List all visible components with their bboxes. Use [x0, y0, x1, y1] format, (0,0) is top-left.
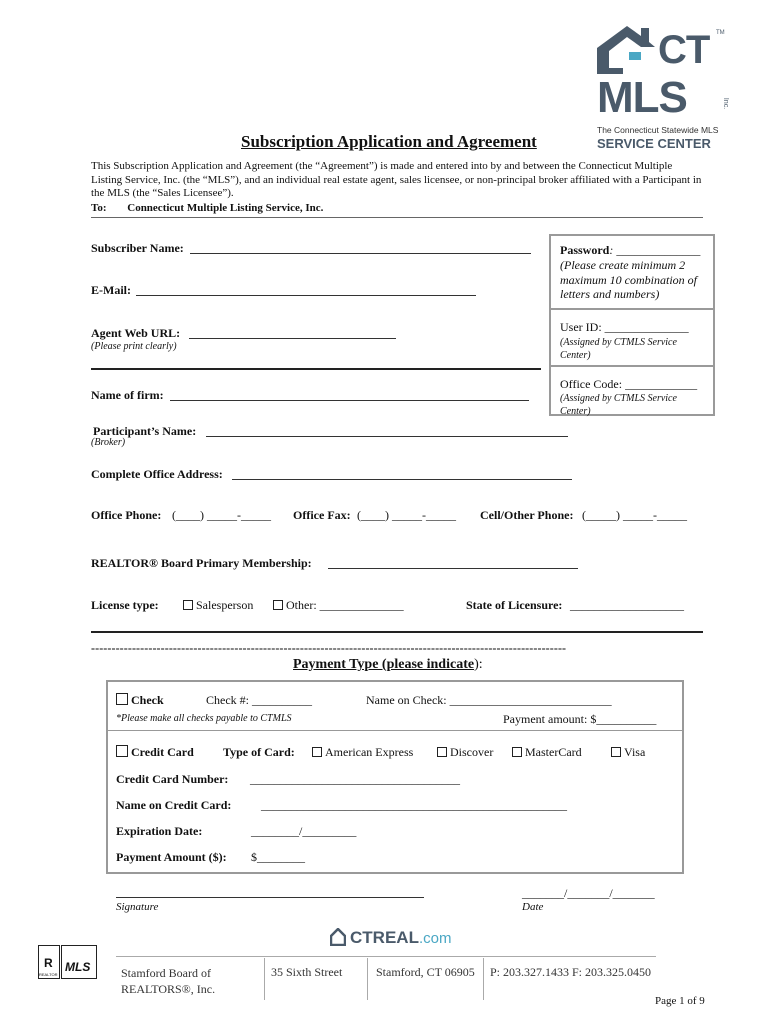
state-licensure-input[interactable]: ___________________	[570, 598, 684, 612]
password-note: (Please create minimum 2 maximum 10 combination of letters and numbers)	[560, 258, 697, 301]
visa-label: Visa	[624, 745, 646, 759]
office-phone-input[interactable]: (____) _____-_____	[172, 508, 271, 522]
check-label: Check	[131, 693, 164, 707]
logo-service-center: SERVICE CENTER	[597, 136, 711, 151]
office-address-input[interactable]	[232, 479, 572, 480]
check-option[interactable]	[116, 693, 164, 708]
expiration-label: Expiration Date:	[116, 824, 203, 838]
visa-option[interactable]	[611, 745, 645, 760]
realtor-board-input[interactable]	[328, 568, 578, 569]
license-type-label: License type:	[91, 598, 159, 612]
name-on-cc-input[interactable]: ___________________________________________________	[261, 798, 567, 812]
discover-label: Discover	[450, 745, 494, 759]
agent-web-url-input[interactable]	[189, 338, 396, 339]
credit-card-checkbox[interactable]	[116, 745, 128, 757]
to-line	[91, 202, 323, 214]
office-fax-input[interactable]: (____) _____-_____	[357, 508, 456, 522]
mastercard-checkbox[interactable]	[512, 747, 522, 757]
amount-input[interactable]: $________	[251, 850, 305, 864]
intro-paragraph: This Subscription Application and Agreement (the “Agreement”) is made and entered into by and between the Connecticut Multiple Listing Service, Inc. (the “MLS”), and an individual real estate agent, sales licensee, or non-principal broker affiliated with a Participant in the MLS (the “Sales Licensee”).	[91, 160, 702, 199]
user-id-note: (Assigned by CTMLS Service Center)	[560, 337, 677, 361]
check-checkbox[interactable]	[116, 693, 128, 705]
other-checkbox[interactable]	[273, 600, 283, 610]
ctmls-logo	[592, 22, 732, 154]
password-line	[560, 243, 700, 258]
cc-number-label: Credit Card Number:	[116, 772, 229, 786]
house-roof-icon	[595, 24, 657, 74]
credit-card-label: Credit Card	[131, 745, 194, 759]
to-label: To:	[91, 202, 107, 214]
logo-tagline: The Connecticut Statewide MLS	[597, 125, 719, 135]
cc-number-input[interactable]: ___________________________________	[250, 772, 460, 786]
date-input[interactable]: _______/_______/_______	[522, 886, 655, 900]
payment-divider	[108, 730, 682, 731]
footer-divider-1	[264, 958, 265, 1000]
signature-line[interactable]	[116, 897, 424, 898]
agent-web-url-label: Agent Web URL:	[91, 326, 181, 340]
realtor-word: REALTOR	[39, 972, 58, 977]
ctreal-com: .com	[418, 930, 452, 947]
to-value: Connecticut Multiple Listing Service, Inc.	[127, 202, 324, 214]
amex-option[interactable]	[312, 745, 413, 760]
password-input[interactable]: ______________	[616, 243, 701, 257]
name-on-check-field[interactable]: Name on Check: ___________________________	[366, 693, 612, 707]
print-clearly-note: (Please print clearly)	[91, 341, 177, 352]
date-label: Date	[522, 901, 544, 913]
visa-checkbox[interactable]	[611, 747, 621, 757]
logo-mls: MLS	[597, 73, 687, 122]
footer-phone: P: 203.327.1433 F: 203.325.0450	[490, 965, 652, 979]
office-address-label: Complete Office Address:	[91, 467, 223, 481]
credentials-divider-2	[551, 365, 713, 367]
realtor-mls-badge	[38, 945, 100, 981]
logo-ct: CT	[658, 28, 710, 72]
mastercard-label: MasterCard	[525, 745, 582, 759]
logo-tm: TM	[716, 30, 725, 36]
password-colon: :	[609, 243, 614, 257]
amount-label: Payment Amount ($):	[116, 850, 227, 864]
footer-board: Stamford Board of REALTORS®, Inc.	[121, 966, 216, 996]
type-of-card-label: Type of Card:	[223, 745, 295, 759]
discover-option[interactable]	[437, 745, 493, 760]
office-code-note: (Assigned by CTMLS Service Center)	[560, 393, 677, 417]
credentials-divider-1	[551, 308, 713, 310]
mastercard-option[interactable]	[512, 745, 582, 760]
ctreal-logo	[330, 928, 451, 950]
cell-phone-input[interactable]: (_____) _____-_____	[582, 508, 687, 522]
divider-top	[91, 217, 703, 218]
divider-bold	[91, 631, 703, 633]
expiration-input[interactable]: ________/_________	[251, 824, 357, 838]
office-code-field[interactable]: Office Code: ____________	[560, 377, 698, 391]
broker-note: (Broker)	[91, 437, 126, 448]
ctreal-real: REAL	[372, 928, 419, 947]
ctreal-house-icon	[330, 928, 346, 946]
office-fax-label: Office Fax:	[293, 508, 351, 522]
cell-phone-label: Cell/Other Phone:	[480, 508, 574, 522]
participant-name-input[interactable]	[206, 436, 568, 437]
footer-divider-3	[483, 958, 484, 1000]
credit-card-option[interactable]	[116, 745, 194, 760]
email-label: E-Mail:	[91, 283, 131, 297]
credentials-box	[549, 234, 715, 416]
user-id-field[interactable]: User ID: ______________	[560, 320, 689, 334]
name-of-firm-label: Name of firm:	[91, 388, 164, 402]
email-input[interactable]	[136, 295, 476, 296]
mls-box	[61, 945, 97, 979]
salesperson-option[interactable]	[183, 598, 253, 613]
realtor-r-box	[38, 945, 60, 979]
footer-street: 35 Sixth Street	[271, 965, 343, 979]
check-note: *Please make all checks payable to CTMLS	[116, 713, 292, 724]
divider-mid	[91, 368, 541, 370]
page-title: Subscription Application and Agreement	[241, 132, 537, 151]
ctreal-ct: CT	[350, 928, 373, 947]
discover-checkbox[interactable]	[437, 747, 447, 757]
name-of-firm-input[interactable]	[170, 400, 529, 401]
dashed-separator: --------------------------------------------------------------------------------------------------------------------	[91, 641, 567, 655]
office-phone-label: Office Phone:	[91, 508, 162, 522]
realtor-board-label: REALTOR® Board Primary Membership:	[91, 556, 312, 570]
payment-heading-tail: ):	[474, 657, 483, 672]
footer-top-line	[116, 956, 656, 957]
state-licensure-label: State of Licensure:	[466, 598, 563, 612]
subscriber-name-input[interactable]	[190, 253, 531, 254]
footer-divider-2	[367, 958, 368, 1000]
name-on-cc-label: Name on Credit Card:	[116, 798, 232, 812]
amex-label: American Express	[325, 745, 414, 759]
password-label: Password	[560, 243, 610, 257]
payment-amount-field[interactable]: Payment amount: $__________	[503, 712, 657, 726]
logo-inc: Inc.	[722, 97, 730, 110]
participant-name-label: Participant’s Name:	[93, 424, 197, 438]
badge-mls: MLS	[65, 960, 91, 974]
other-label: Other: ______________	[286, 598, 404, 612]
other-option[interactable]	[273, 598, 404, 613]
salesperson-checkbox[interactable]	[183, 600, 193, 610]
realtor-r: R	[44, 956, 53, 970]
payment-heading-text: Payment Type (please indicate	[293, 657, 475, 672]
subscriber-name-label: Subscriber Name:	[91, 241, 184, 255]
check-number-field[interactable]: Check #: __________	[206, 693, 312, 707]
salesperson-label: Salesperson	[196, 598, 254, 612]
footer-city: Stamford, CT 06905	[376, 965, 475, 979]
signature-label: Signature	[116, 901, 159, 913]
page-number: Page 1 of 9	[655, 995, 705, 1007]
amex-checkbox[interactable]	[312, 747, 322, 757]
payment-heading	[293, 657, 483, 673]
